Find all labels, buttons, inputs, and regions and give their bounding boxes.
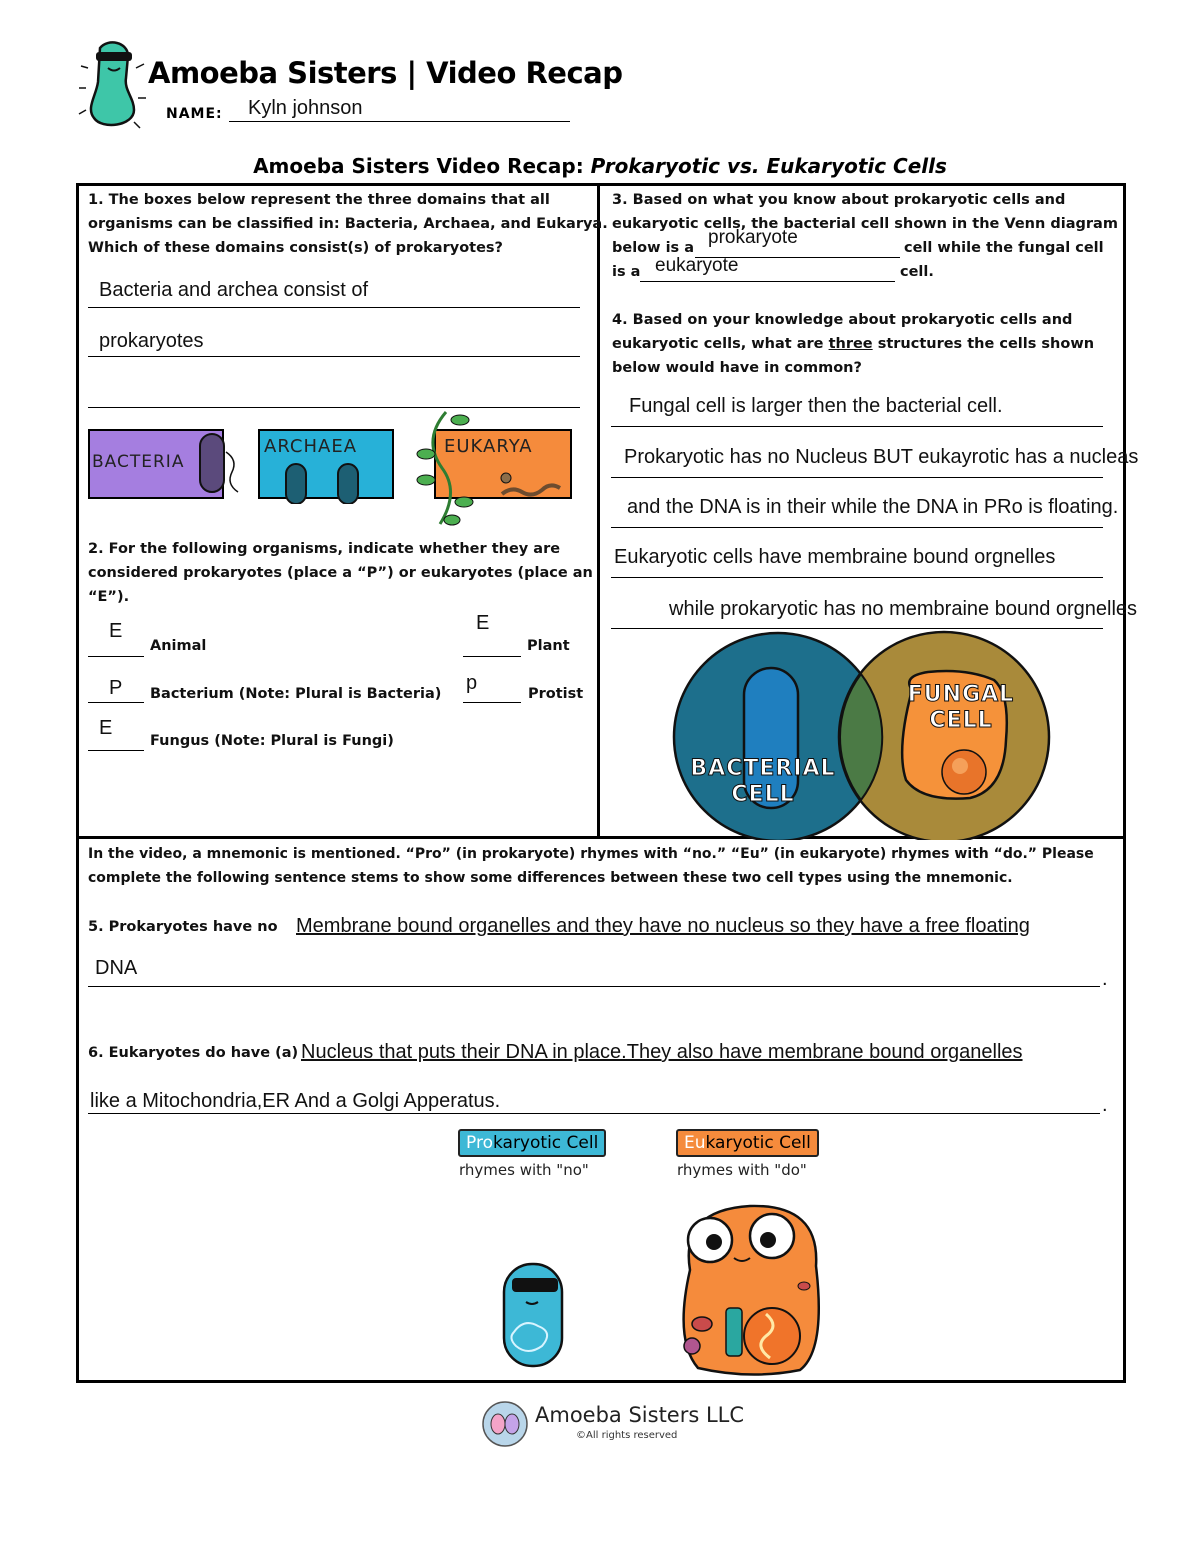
q4-answer-2[interactable]: Prokaryotic has no Nucleus BUT eukayrotic has a nucleas — [624, 446, 1139, 468]
venn-bacterial-label: BACTERIAL CELL — [690, 756, 836, 807]
bacterium-icon — [196, 432, 246, 502]
q6-prompt: 6. Eukaryotes do have (a) — [88, 1045, 299, 1061]
prokaryotic-cell-tag: Prokaryotic Cell — [458, 1129, 606, 1157]
q2-animal-label: Animal — [150, 638, 207, 654]
q3-prompt: 3. Based on what you know about prokaryotic cells and eukaryotic cells, the bacterial cell shown in the Venn diagram below is a is a — [612, 192, 1118, 280]
q2-animal-answer[interactable]: E — [109, 620, 123, 642]
prokaryotic-rhyme: rhymes with "no" — [459, 1161, 589, 1179]
footer-rights: ©All rights reserved — [576, 1430, 678, 1441]
q5-answer-2[interactable]: DNA — [95, 957, 138, 979]
bacteria-label: BACTERIA — [92, 452, 185, 472]
q2-fungus-answer[interactable]: E — [99, 717, 113, 739]
q5-prompt: 5. Prokaryotes have no — [88, 919, 278, 935]
q3-line3-tail: cell while the fungal cell — [904, 240, 1104, 256]
q5-end: . — [1102, 968, 1108, 990]
eukaryote-character-icon — [670, 1200, 832, 1378]
worksheet-title-prefix: Amoeba Sisters Video Recap: — [253, 154, 591, 178]
q2-protist-answer[interactable]: p — [466, 672, 478, 694]
q2-plant-answer[interactable]: E — [476, 612, 490, 634]
name-label: NAME: — [166, 106, 223, 122]
prokaryote-character-icon — [498, 1262, 570, 1370]
eukaryotic-rhyme: rhymes with "do" — [677, 1161, 807, 1179]
q2-protist-label: Protist — [528, 686, 584, 702]
q2-plant-label: Plant — [527, 638, 570, 654]
eukaryotic-cell-tag: Eukaryotic Cell — [676, 1129, 819, 1157]
venn-fungal-label: FUNGAL CELL — [907, 682, 1015, 733]
q3-answer-bacterial[interactable]: prokaryote — [708, 227, 798, 248]
q6-answer-2[interactable]: like a Mitochondria,ER And a Golgi Apperatus. — [90, 1090, 501, 1112]
q4-answer-1[interactable]: Fungal cell is larger then the bacterial cell. — [629, 395, 1003, 417]
vine-icon — [412, 410, 482, 528]
q1-answer-line-2[interactable]: prokaryotes — [99, 330, 204, 352]
q6-answer-1[interactable]: Nucleus that puts their DNA in place.They also have membrane bound organelles — [301, 1041, 1023, 1063]
footer-company: Amoeba Sisters LLC — [535, 1403, 745, 1427]
snake-icon — [496, 466, 570, 498]
q4-answer-5[interactable]: while prokaryotic has no membraine bound orgnelles — [669, 598, 1138, 620]
brand-title: Amoeba Sisters | Video Recap — [148, 56, 623, 90]
q3-answer-fungal[interactable]: eukaryote — [655, 255, 739, 276]
q4-answer-4[interactable]: Eukaryotic cells have membraine bound orgnelles — [614, 546, 1056, 568]
worksheet-title-topic: Prokaryotic vs. Eukaryotic Cells — [590, 154, 947, 178]
footer-logo-icon — [481, 1400, 529, 1448]
q3-line4-tail: cell. — [900, 264, 934, 280]
q2-fungus-label: Fungus (Note: Plural is Fungi) — [150, 733, 394, 749]
q6-end: . — [1102, 1094, 1108, 1116]
q5-answer-1[interactable]: Membrane bound organelles and they have no nucleus so they have a free floating — [296, 915, 1030, 937]
archaea-label: ARCHAEA — [264, 436, 358, 457]
q2-prompt: 2. For the following organisms, indicate whether they are considered prokaryotes (place a “P”) or eukaryotes (place an “E”). — [88, 541, 593, 605]
mnemonic-intro: In the video, a mnemonic is mentioned. “Pro” (in prokaryote) rhymes with “no.” “Eu” (in eukaryote) rhymes with “do.” Please complete the following sentence stems to show some differences between these two cell types using the mnemonic. — [88, 846, 1094, 886]
q2-bacterium-answer[interactable]: P — [109, 677, 123, 699]
q4-prompt: 4. Based on your knowledge about prokaryotic cells and eukaryotic cells, what are three structures the cells shown below would have in common? — [612, 312, 1095, 376]
q1-answer-line-1[interactable]: Bacteria and archea consist of — [99, 279, 369, 301]
venn-diagram — [670, 630, 1060, 840]
q4-answer-3[interactable]: and the DNA is in their while the DNA in PRo is floating. — [627, 496, 1119, 518]
amoeba-mascot-logo — [78, 38, 148, 130]
worksheet-title — [0, 154, 1200, 178]
q1-prompt: 1. The boxes below represent the three domains that all organisms can be classified in: Bacteria, Archaea, and Eukarya. Which of these domains consist(s) of prokaryotes? — [88, 192, 608, 256]
archaea-icon — [280, 462, 370, 504]
q2-bacterium-label: Bacterium (Note: Plural is Bacteria) — [150, 686, 442, 702]
name-field[interactable]: Kyln johnson — [248, 97, 363, 119]
eukarya-label: EUKARYA — [444, 436, 533, 457]
